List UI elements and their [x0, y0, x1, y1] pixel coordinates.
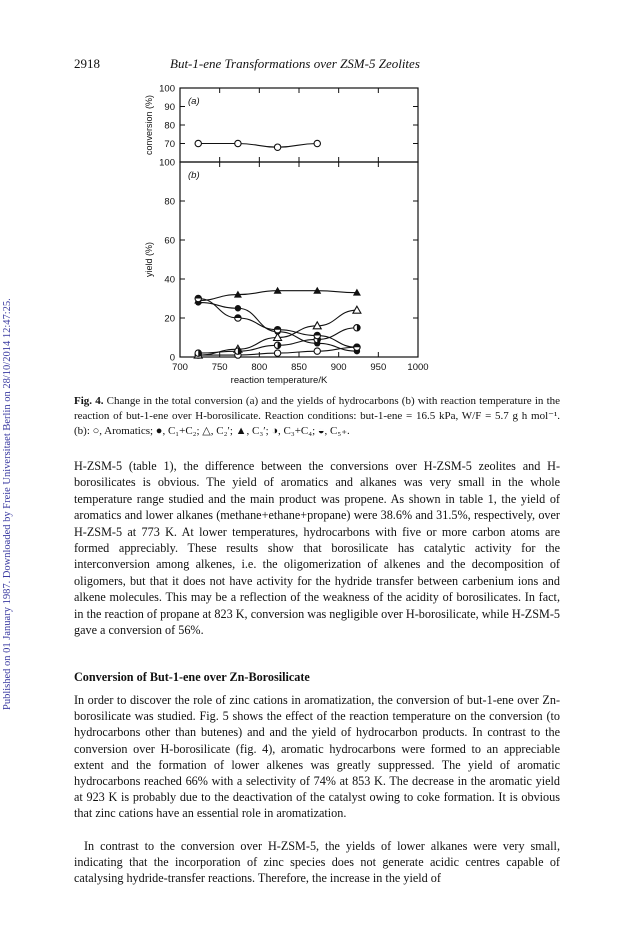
data-point	[235, 305, 241, 311]
data-point	[314, 140, 320, 146]
x-tick-label: 750	[211, 362, 228, 373]
series-line	[198, 144, 317, 148]
x-tick-label: 850	[291, 362, 307, 373]
x-tick-label: 700	[172, 362, 188, 373]
data-point	[314, 348, 320, 354]
running-title: But-1-ene Transformations over ZSM-5 Zeolites	[170, 56, 420, 71]
plot-frame	[180, 162, 418, 357]
figure-4-chart	[140, 82, 440, 390]
download-sidenote	[2, 150, 16, 710]
y-tick-label: 40	[164, 274, 175, 286]
y-tick-label: 70	[164, 139, 175, 150]
plot-frame	[180, 88, 418, 162]
data-point	[274, 350, 280, 356]
download-sidenote-text[interactable]: Published on 01 January 1987. Downloaded by Freie Universitaet Berlin on 28/10/2014 12:47:25.	[2, 298, 13, 710]
x-tick-label: 950	[370, 362, 387, 373]
data-point	[353, 306, 361, 313]
y-axis-label: yield (%)	[144, 241, 154, 278]
x-tick-label: 800	[251, 362, 268, 373]
caption-label: Fig. 4.	[74, 395, 104, 407]
paragraph-2: In order to discover the role of zinc cations in aromatization, the conversion of but-1-ene over Zn-borosilicate was studied. Fig. 5 shows the effect of the reaction temperature on the conversion (to hydrocarbons other than butenes) and and the yield of hydrocarbon products. In contrast to the conversion over H-borosilicate (fig. 4), aromatic hydrocarbons were formed to an appreciable extent and the formation of lower alkenes was greatly suppressed. The yield of aromatic hydrocarbons reached 66% with a selectivity of 74% at 853 K. The decrease in the aromatic yield at 923 K is probably due to the deactivation of the catalyst owing to coke formation. It is obvious that zinc cations have an essential role in aromatization.	[74, 693, 560, 821]
panel-label: (a)	[188, 96, 200, 107]
x-tick-label: 1000	[407, 362, 429, 373]
data-point	[195, 140, 201, 146]
y-tick-label: 60	[164, 235, 175, 247]
caption-text: Change in the total conversion (a) and the yields of hydrocarbons (b) with reaction temperature in the reaction of but-1-ene over H-borosilicate. Reaction conditions: but-1-ene = 16.5 kPa, W/F = 5.7 g h mol⁻¹. (b): ○, Aromatics; ●, C₁+C₂; △, C₂′; ▲, C₃′; ◑, C₃+C₄; ◒, C₅₊.	[74, 395, 561, 437]
panel-label: (b)	[188, 170, 200, 181]
panel-b	[144, 158, 429, 387]
section-heading: Conversion of But-1-ene over Zn-Borosilicate	[74, 670, 310, 684]
page-number: 2918	[74, 56, 100, 71]
x-axis-label: reaction temperature/K	[230, 375, 328, 386]
y-tick-label: 90	[164, 102, 175, 113]
panel-a	[144, 84, 418, 163]
y-tick-label: 0	[169, 352, 175, 364]
figure-caption	[74, 394, 560, 439]
y-tick-label: 80	[164, 196, 175, 208]
data-point	[235, 140, 241, 146]
paragraph-3: In contrast to the conversion over H-ZSM-5, the yields of lower alkanes were very small, indicating that the incorporation of zinc species does not generate acidic centres capable of catalysing hydride-transfer reactions. Therefore, the increase in the yield of	[74, 839, 560, 886]
paragraph-1: H-ZSM-5 (table 1), the difference between the conversions over H-ZSM-5 zeolites and H-borosilicates is obvious. The yield of aromatics and alkanes was very small in the whole temperature range studied and the main product was propene. As shown in table 1, the yield of aromatics and lower alkanes (methane+ethane+propane) were 38.6% and 31.5%, respectively, over H-ZSM-5 at 773 K. At lower temperatures, hydrocarbons with five or more carbon atoms are formed appreciably. These results show that borosilicate has catalytic activity for the interconversion among alkenes, i.e. the oligomerization of alkenes and the decomposition of oligomers, but that it does not have activity for the hydride transfer between carbenium ions and alkene molecules. This may be a reflection of the weakness of the acidity of borosilicates. In fact, in the reaction of propane at 823 K, conversion was negligible over H-borosilicate, while H-ZSM-5 gave a conversion of 56%.	[74, 459, 560, 638]
y-tick-label: 80	[164, 120, 175, 132]
y-tick-label: 100	[159, 83, 175, 95]
y-tick-label: 20	[164, 313, 175, 325]
y-tick-label: 100	[159, 157, 175, 169]
data-point	[274, 144, 280, 150]
x-tick-label: 900	[330, 362, 347, 373]
y-axis-label: conversion (%)	[144, 94, 154, 156]
